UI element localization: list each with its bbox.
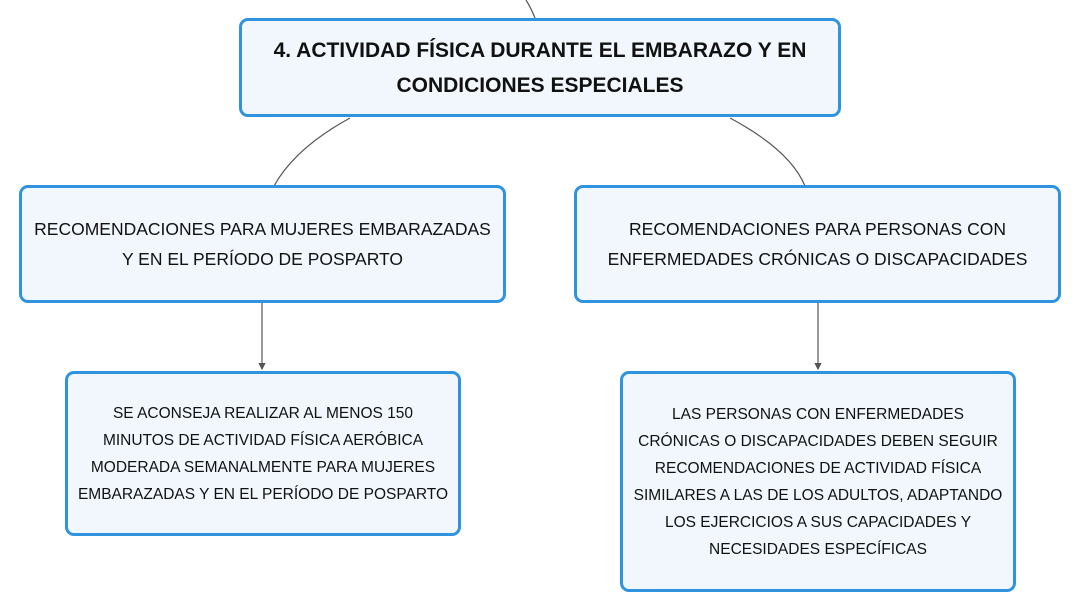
connector-root-to-right-branch xyxy=(730,118,805,186)
root-topic-text: 4. ACTIVIDAD FÍSICA DURANTE EL EMBARAZO Y EN CONDICIONES ESPECIALES xyxy=(273,38,807,97)
detail-pregnancy-node[interactable] xyxy=(65,371,461,536)
subtopic-pregnancy-node[interactable] xyxy=(19,185,506,303)
subtopic-chronic-disability-node[interactable] xyxy=(574,185,1061,303)
connector-root-to-left-branch xyxy=(274,118,350,186)
detail-chronic-disability-node[interactable] xyxy=(620,371,1016,592)
root-topic-node[interactable] xyxy=(239,18,841,117)
subtopic-chronic-disability-text: RECOMENDACIONES PARA PERSONAS CON ENFERMEDADES CRÓNICAS O DISCAPACIDADES xyxy=(607,219,1028,269)
detail-pregnancy-text: SE ACONSEJA REALIZAR AL MENOS 150 MINUTOS DE ACTIVIDAD FÍSICA AERÓBICA MODERADA SEMANALMENTE PARA MUJERES EMBARAZADAS Y EN EL PERÍODO DE POSPARTO xyxy=(77,404,449,503)
subtopic-pregnancy-text: RECOMENDACIONES PARA MUJERES EMBARAZADAS Y EN EL PERÍODO DE POSPARTO xyxy=(34,219,491,269)
connector-parent-to-root xyxy=(526,0,535,18)
detail-chronic-disability-text: LAS PERSONAS CON ENFERMEDADES CRÓNICAS O DISCAPACIDADES DEBEN SEGUIR RECOMENDACIONES DE ACTIVIDAD FÍSICA SIMILARES A LAS DE LOS ADULTOS, ADAPTANDO LOS EJERCICIOS A SUS CAPACIDADES Y NECESIDADES ESPECÍFICAS xyxy=(633,405,1003,558)
